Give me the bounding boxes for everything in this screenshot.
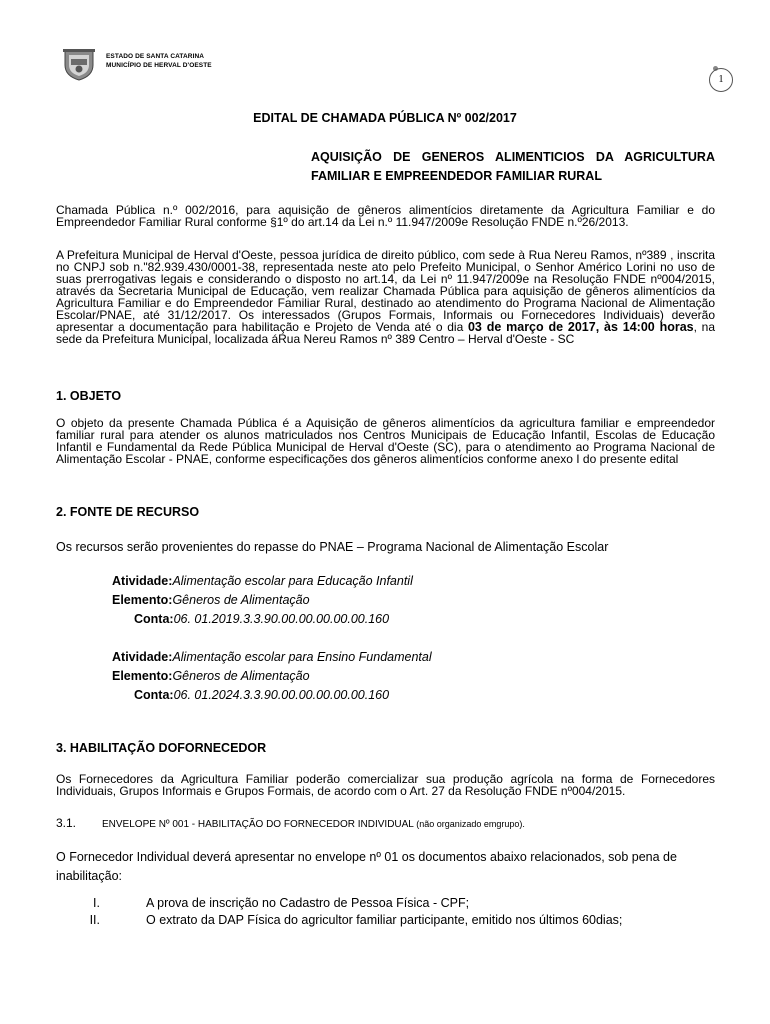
list-item-number: I. [93,896,100,910]
preamble-paragraph [56,249,715,345]
fonte-paragraph: Os recursos serão provenientes do repasse do PNAE – Programa Nacional de Alimentação Escolar [56,540,609,554]
conta-value: 06. 01.2019.3.3.90.00.00.00.00.00.160 [173,612,390,626]
preamble-text: A Prefeitura Municipal de Herval d'Oeste, pessoa jurídica de direito público, com sede à Rua Nereu Ramos, nº389 , inscrita no CNPJ sob n."82.939.430/0001-38, representada neste ato pelo Prefeito Municipal, o Senhor Américo Lorini no uso de suas prerrogativas legais e considerando o disposto no art.14, da Lei nº 11.947/2009e na Resolução FNDE nº004/2015, através da Secretaria Municipal de Educação, vem realizar Chamada Pública para aquisição de gêneros alimentícios da Agricultura Familiar e do Empreendedor Familiar Rural, destinado ao atendimento do Programa Nacional de Alimentação Escolar/PNAE, até 31/12/2017. Os interessados (Grupos Formais, Informais ou Fornecedores Individuais) deverão apresentar a documentação para habilitação e Projeto de Venda até o dia [56,248,715,334]
elemento-label: Elemento: [112,593,173,607]
municipal-crest-icon [62,47,96,81]
document-title: EDITAL DE CHAMADA PÚBLICA Nº 002/2017 [253,111,517,125]
list-item-text: A prova de inscrição no Cadastro de Pessoa Física - CPF; [146,896,470,910]
individual-paragraph: O Fornecedor Individual deverá apresentar no envelope nº 01 os documentos abaixo relacionados, sob pena de inabilitação: [56,850,677,883]
conta-label: Conta: [134,688,174,702]
page-number: 1 [709,68,733,92]
list-item-text: O extrato da DAP Física do agricultor familiar participante, emitido nos últimos 60dias; [146,913,623,927]
budget-elemento-2 [112,667,310,686]
section-heading-habilitacao: 3. HABILITAÇÃO DOFORNECEDOR [56,741,267,755]
deadline-text: 03 de março de 2017, às 14:00 horas [467,320,694,334]
habilitacao-paragraph: Os Fornecedores da Agricultura Familiar poderão comercializar sua produção agrícola na forma de Fornecedores Individuais, Grupos Informais e Grupos Formais, de acordo com o Art. 27 da Resolução FNDE nº004/2015. [56,772,715,798]
subsection-title: ENVELOPE Nº 001 - HABILITAÇÃO DO FORNECEDOR INDIVIDUAL [102,819,414,830]
conta-value: 06. 01.2024.3.3.90.00.00.00.00.00.160 [173,688,390,702]
budget-conta-1 [134,610,389,629]
list-item-number: II. [89,913,100,927]
state-name: ESTADO DE SANTA CATARINA [106,53,205,60]
budget-elemento-1 [112,591,310,610]
subsection-3-1 [56,816,525,830]
budget-atividade-1 [112,572,413,591]
elemento-value: Gêneros de Alimentação [172,593,310,607]
document-header [62,47,262,83]
subsection-note: (não organizado emgrupo). [416,819,525,829]
section-heading-objeto: 1. OBJETO [56,389,122,403]
preamble-text-continued: , na sede da Prefeitura Municipal, localizada áRua Nereu Ramos nº 389 Centro – Herval d'Oeste - SC [56,320,715,346]
elemento-value: Gêneros de Alimentação [172,669,310,683]
intro-paragraph: Chamada Pública n.º 002/2016, para aquisição de gêneros alimentícios diretamente da Agricultura Familiar e do Empreendedor Familiar Rural conforme §1º do art.14 da Lei n.º 11.947/2009e Resolução FNDE n.º26/2013. [56,203,715,229]
objeto-paragraph: O objeto da presente Chamada Pública é a Aquisição de gêneros alimentícios da agricultura familiar e empreendedor familiar rural para atender os alunos matriculados nos Centros Municipais de Educação Infantil, Escolas de Educação Infantil e Fundamental da Rede Pública Municipal de Herval d'Oeste (SC), para o atendimento ao Programa Nacional de Alimentação Escolar - PNAE, conforme especificações dos gêneros alimentícios conforme anexo I do presente edital [56,416,715,466]
list-item [56,913,715,927]
atividade-value: Alimentação escolar para Ensino Fundamental [172,650,432,664]
atividade-value: Alimentação escolar para Educação Infantil [172,574,413,588]
budget-conta-2 [134,686,389,705]
list-item [56,896,715,910]
elemento-label: Elemento: [112,669,173,683]
document-subject: AQUISIÇÃO DE GENEROS ALIMENTICIOS DA AGRICULTURA FAMILIAR E EMPREENDEDOR FAMILIAR RURAL [311,150,715,183]
conta-label: Conta: [134,612,174,626]
municipality-name: MUNICÍPIO DE HERVAL D'OESTE [106,62,212,69]
atividade-label: Atividade: [112,650,173,664]
atividade-label: Atividade: [112,574,173,588]
section-heading-fonte: 2. FONTE DE RECURSO [56,505,200,519]
budget-atividade-2 [112,648,432,667]
subsection-number: 3.1. [56,816,77,830]
